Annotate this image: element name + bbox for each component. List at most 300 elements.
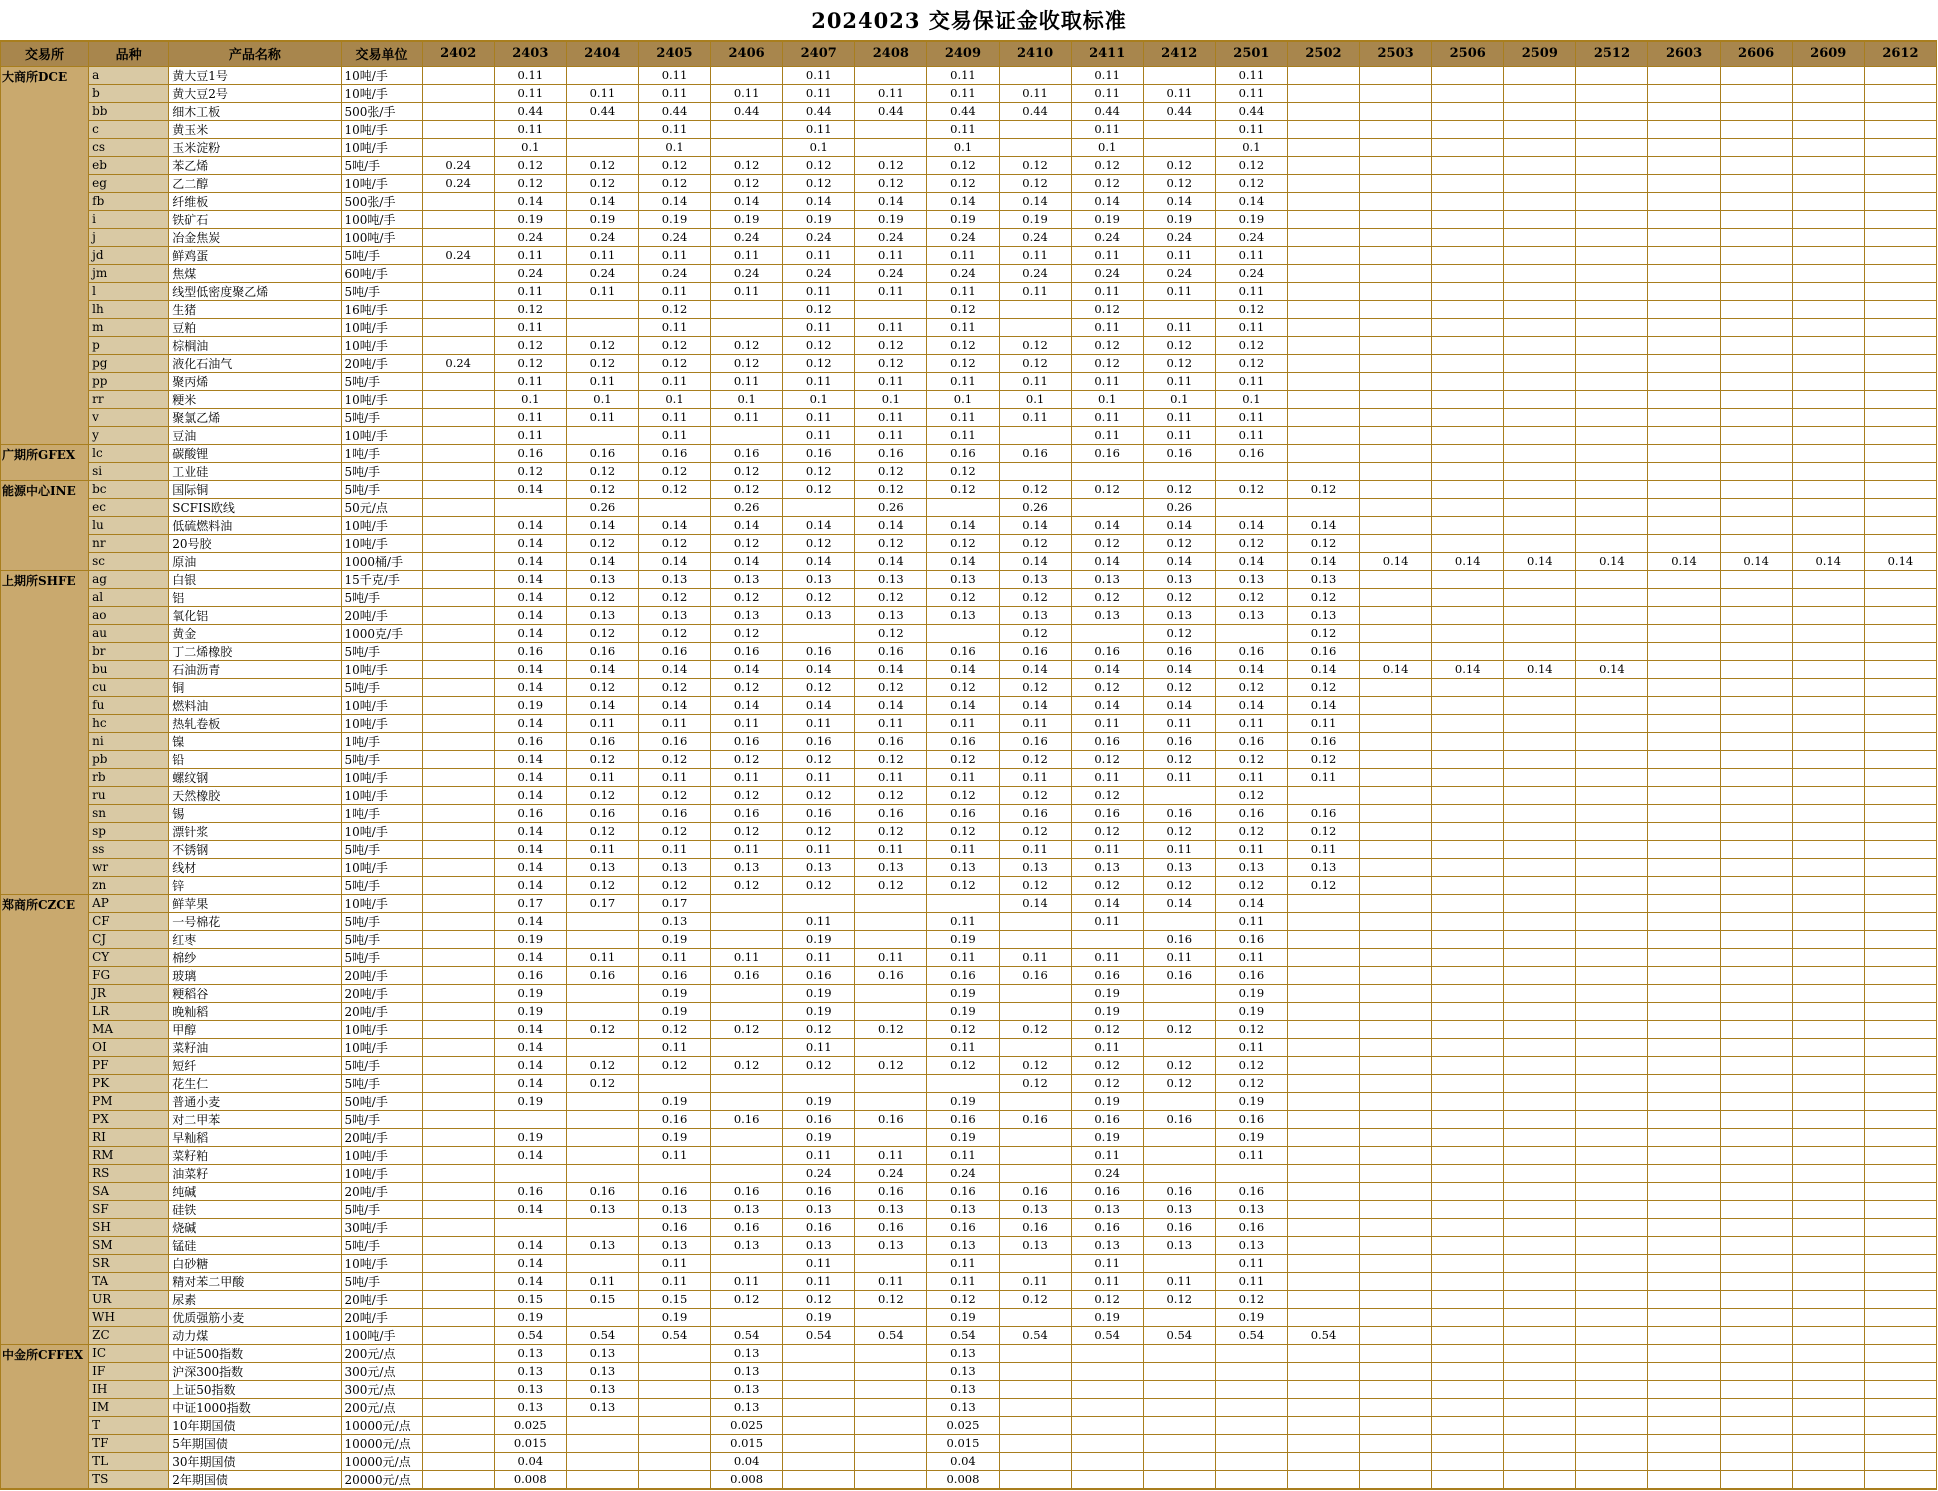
- exchange-group-label: 上期所SHFE: [1, 570, 89, 894]
- margin-value-cell: 0.12: [999, 876, 1071, 894]
- margin-empty-cell: [1864, 372, 1936, 390]
- margin-value-cell: 0.16: [711, 1182, 783, 1200]
- margin-empty-cell: [999, 1146, 1071, 1164]
- margin-value-cell: 0.12: [1287, 534, 1359, 552]
- margin-value-cell: 0.11: [855, 372, 927, 390]
- margin-value-cell: 0.19: [1215, 210, 1287, 228]
- margin-value-cell: 0.1: [494, 138, 566, 156]
- margin-empty-cell: [1432, 1398, 1504, 1416]
- margin-empty-cell: [422, 606, 494, 624]
- margin-empty-cell: [566, 1128, 638, 1146]
- margin-value-cell: 0.12: [783, 822, 855, 840]
- margin-empty-cell: [1792, 1452, 1864, 1470]
- product-name: 甲醇: [169, 1020, 341, 1038]
- margin-empty-cell: [1864, 1236, 1936, 1254]
- margin-value-cell: 0.19: [1071, 1092, 1143, 1110]
- margin-value-cell: 0.14: [1215, 894, 1287, 912]
- margin-empty-cell: [422, 1056, 494, 1074]
- margin-value-cell: 0.19: [783, 1002, 855, 1020]
- margin-empty-cell: [1360, 1326, 1432, 1344]
- margin-value-cell: 0.19: [494, 1128, 566, 1146]
- variety-code: lh: [89, 300, 169, 318]
- margin-empty-cell: [1648, 300, 1720, 318]
- margin-empty-cell: [855, 1470, 927, 1489]
- margin-value-cell: 0.11: [638, 840, 710, 858]
- margin-value-cell: 0.12: [783, 786, 855, 804]
- margin-value-cell: 0.14: [927, 696, 999, 714]
- margin-empty-cell: [783, 1416, 855, 1434]
- month-column-header: 2612: [1864, 41, 1936, 66]
- margin-empty-cell: [1792, 822, 1864, 840]
- variety-code: IF: [89, 1362, 169, 1380]
- margin-empty-cell: [1648, 246, 1720, 264]
- margin-empty-cell: [999, 318, 1071, 336]
- margin-empty-cell: [1504, 1398, 1576, 1416]
- margin-empty-cell: [1143, 1146, 1215, 1164]
- margin-empty-cell: [422, 948, 494, 966]
- product-name: 棉纱: [169, 948, 341, 966]
- margin-value-cell: 0.13: [638, 1200, 710, 1218]
- margin-empty-cell: [1504, 102, 1576, 120]
- margin-value-cell: 0.12: [494, 354, 566, 372]
- margin-empty-cell: [1792, 948, 1864, 966]
- margin-empty-cell: [711, 120, 783, 138]
- trading-unit: 10吨/手: [341, 534, 422, 552]
- margin-value-cell: 0.13: [711, 1344, 783, 1362]
- margin-empty-cell: [1504, 1020, 1576, 1038]
- month-column-header: 2410: [999, 41, 1071, 66]
- margin-value-cell: 0.12: [927, 156, 999, 174]
- margin-value-cell: 0.14: [927, 660, 999, 678]
- margin-value-cell: 0.12: [711, 534, 783, 552]
- margin-empty-cell: [1720, 696, 1792, 714]
- margin-value-cell: 0.12: [999, 174, 1071, 192]
- margin-value-cell: 0.008: [711, 1470, 783, 1489]
- margin-value-cell: 0.11: [566, 768, 638, 786]
- table-row: [1, 1380, 1937, 1398]
- product-name: 工业硅: [169, 462, 341, 480]
- margin-empty-cell: [1864, 102, 1936, 120]
- margin-empty-cell: [422, 1110, 494, 1128]
- margin-empty-cell: [1720, 228, 1792, 246]
- margin-value-cell: 0.12: [638, 336, 710, 354]
- margin-empty-cell: [1360, 354, 1432, 372]
- margin-value-cell: 0.11: [638, 948, 710, 966]
- product-column-header: 产品名称: [169, 41, 341, 66]
- margin-empty-cell: [1792, 1416, 1864, 1434]
- margin-value-cell: 0.15: [638, 1290, 710, 1308]
- margin-value-cell: 0.14: [711, 516, 783, 534]
- variety-code: FG: [89, 966, 169, 984]
- margin-value-cell: 0.44: [1071, 102, 1143, 120]
- margin-empty-cell: [1432, 1272, 1504, 1290]
- margin-empty-cell: [1792, 1470, 1864, 1489]
- margin-empty-cell: [566, 1218, 638, 1236]
- margin-empty-cell: [1504, 1092, 1576, 1110]
- margin-empty-cell: [422, 642, 494, 660]
- margin-empty-cell: [422, 588, 494, 606]
- margin-empty-cell: [1864, 462, 1936, 480]
- margin-empty-cell: [1360, 210, 1432, 228]
- margin-value-cell: 0.24: [855, 228, 927, 246]
- margin-empty-cell: [422, 570, 494, 588]
- margin-empty-cell: [1792, 300, 1864, 318]
- margin-empty-cell: [1576, 768, 1648, 786]
- margin-value-cell: 0.16: [783, 1182, 855, 1200]
- margin-empty-cell: [1792, 210, 1864, 228]
- margin-empty-cell: [1576, 1182, 1648, 1200]
- margin-value-cell: 0.16: [566, 804, 638, 822]
- margin-empty-cell: [1143, 138, 1215, 156]
- margin-value-cell: 0.11: [711, 1272, 783, 1290]
- trading-unit: 100吨/手: [341, 210, 422, 228]
- margin-value-cell: 0.14: [1071, 696, 1143, 714]
- margin-value-cell: 0.11: [927, 1254, 999, 1272]
- table-row: [1, 498, 1937, 516]
- margin-value-cell: 0.12: [1071, 300, 1143, 318]
- margin-empty-cell: [1432, 1380, 1504, 1398]
- trading-unit: 5吨/手: [341, 840, 422, 858]
- margin-value-cell: 0.11: [1215, 768, 1287, 786]
- margin-value-cell: 0.14: [999, 516, 1071, 534]
- margin-value-cell: 0.11: [999, 714, 1071, 732]
- margin-empty-cell: [1792, 1200, 1864, 1218]
- margin-value-cell: 0.16: [1143, 930, 1215, 948]
- margin-empty-cell: [1143, 66, 1215, 84]
- margin-empty-cell: [1504, 1074, 1576, 1092]
- margin-empty-cell: [1360, 102, 1432, 120]
- margin-value-cell: 0.13: [783, 606, 855, 624]
- margin-empty-cell: [1576, 1326, 1648, 1344]
- margin-empty-cell: [1720, 1380, 1792, 1398]
- margin-value-cell: 0.11: [999, 282, 1071, 300]
- margin-empty-cell: [1648, 210, 1720, 228]
- margin-value-cell: 0.19: [783, 1128, 855, 1146]
- margin-empty-cell: [1576, 984, 1648, 1002]
- margin-value-cell: 0.14: [494, 1236, 566, 1254]
- margin-empty-cell: [638, 1398, 710, 1416]
- margin-value-cell: 0.13: [638, 1236, 710, 1254]
- margin-empty-cell: [1792, 534, 1864, 552]
- margin-empty-cell: [927, 498, 999, 516]
- margin-empty-cell: [1648, 1272, 1720, 1290]
- product-name: 早籼稻: [169, 1128, 341, 1146]
- margin-empty-cell: [1864, 1254, 1936, 1272]
- margin-value-cell: 0.13: [566, 1398, 638, 1416]
- margin-empty-cell: [711, 984, 783, 1002]
- margin-value-cell: 0.12: [999, 354, 1071, 372]
- margin-empty-cell: [566, 1308, 638, 1326]
- margin-empty-cell: [566, 120, 638, 138]
- margin-empty-cell: [1648, 1002, 1720, 1020]
- table-row: [1, 1290, 1937, 1308]
- margin-empty-cell: [999, 1416, 1071, 1434]
- margin-empty-cell: [1360, 1200, 1432, 1218]
- product-name: 中证500指数: [169, 1344, 341, 1362]
- margin-empty-cell: [999, 300, 1071, 318]
- margin-empty-cell: [855, 1380, 927, 1398]
- month-column-header: 2503: [1360, 41, 1432, 66]
- margin-empty-cell: [1648, 534, 1720, 552]
- margin-empty-cell: [1720, 1398, 1792, 1416]
- variety-code: bb: [89, 102, 169, 120]
- margin-empty-cell: [1287, 1236, 1359, 1254]
- margin-empty-cell: [999, 1308, 1071, 1326]
- margin-empty-cell: [1287, 1452, 1359, 1470]
- margin-value-cell: 0.13: [1215, 570, 1287, 588]
- margin-value-cell: 0.16: [783, 1110, 855, 1128]
- margin-value-cell: 0.16: [927, 1182, 999, 1200]
- margin-value-cell: 0.19: [711, 210, 783, 228]
- margin-empty-cell: [1648, 822, 1720, 840]
- margin-empty-cell: [1432, 1308, 1504, 1326]
- margin-value-cell: 0.1: [783, 390, 855, 408]
- margin-empty-cell: [1648, 912, 1720, 930]
- margin-empty-cell: [1864, 174, 1936, 192]
- margin-empty-cell: [1504, 390, 1576, 408]
- margin-empty-cell: [1287, 354, 1359, 372]
- margin-value-cell: 0.14: [1143, 516, 1215, 534]
- margin-empty-cell: [1792, 714, 1864, 732]
- margin-value-cell: 0.11: [566, 714, 638, 732]
- margin-empty-cell: [1360, 1038, 1432, 1056]
- margin-empty-cell: [1648, 228, 1720, 246]
- margin-empty-cell: [1720, 498, 1792, 516]
- margin-empty-cell: [1215, 1452, 1287, 1470]
- product-name: 细木工板: [169, 102, 341, 120]
- margin-empty-cell: [1287, 138, 1359, 156]
- margin-value-cell: 0.12: [927, 462, 999, 480]
- margin-value-cell: 0.12: [638, 174, 710, 192]
- margin-empty-cell: [1720, 1236, 1792, 1254]
- table-row: [1, 678, 1937, 696]
- margin-empty-cell: [1576, 66, 1648, 84]
- margin-value-cell: 0.16: [999, 1218, 1071, 1236]
- margin-empty-cell: [1504, 498, 1576, 516]
- margin-empty-cell: [1864, 1308, 1936, 1326]
- product-name: 20号胶: [169, 534, 341, 552]
- margin-empty-cell: [1576, 84, 1648, 102]
- margin-value-cell: 0.12: [638, 822, 710, 840]
- margin-empty-cell: [1143, 1344, 1215, 1362]
- margin-empty-cell: [1432, 912, 1504, 930]
- margin-value-cell: 0.14: [494, 678, 566, 696]
- margin-empty-cell: [1792, 1398, 1864, 1416]
- margin-value-cell: 0.11: [855, 318, 927, 336]
- margin-empty-cell: [1432, 1002, 1504, 1020]
- trading-unit: 10吨/手: [341, 120, 422, 138]
- margin-value-cell: 0.12: [999, 786, 1071, 804]
- margin-value-cell: 0.11: [855, 840, 927, 858]
- trading-unit: 10吨/手: [341, 1146, 422, 1164]
- table-row: [1, 228, 1937, 246]
- margin-empty-cell: [1576, 1398, 1648, 1416]
- variety-code: pp: [89, 372, 169, 390]
- margin-empty-cell: [1432, 840, 1504, 858]
- margin-empty-cell: [1720, 786, 1792, 804]
- margin-value-cell: 0.13: [927, 1380, 999, 1398]
- variety-code: SF: [89, 1200, 169, 1218]
- margin-empty-cell: [1432, 750, 1504, 768]
- margin-value-cell: 0.16: [566, 732, 638, 750]
- margin-empty-cell: [1864, 444, 1936, 462]
- margin-empty-cell: [422, 228, 494, 246]
- margin-empty-cell: [1360, 786, 1432, 804]
- margin-empty-cell: [1504, 1038, 1576, 1056]
- margin-value-cell: 0.16: [1143, 444, 1215, 462]
- margin-value-cell: 0.19: [1215, 1002, 1287, 1020]
- margin-value-cell: 0.54: [1287, 1326, 1359, 1344]
- table-row: [1, 912, 1937, 930]
- margin-value-cell: 0.12: [855, 624, 927, 642]
- margin-value-cell: 0.12: [999, 624, 1071, 642]
- trading-unit: 1吨/手: [341, 804, 422, 822]
- margin-value-cell: 0.13: [711, 858, 783, 876]
- margin-empty-cell: [422, 714, 494, 732]
- margin-value-cell: 0.14: [1215, 552, 1287, 570]
- variety-code: WH: [89, 1308, 169, 1326]
- margin-empty-cell: [422, 984, 494, 1002]
- table-row: [1, 282, 1937, 300]
- margin-empty-cell: [1792, 588, 1864, 606]
- margin-empty-cell: [1792, 750, 1864, 768]
- margin-value-cell: 0.11: [494, 66, 566, 84]
- margin-value-cell: 0.13: [855, 606, 927, 624]
- margin-value-cell: 0.19: [494, 696, 566, 714]
- margin-empty-cell: [1864, 840, 1936, 858]
- margin-value-cell: 0.11: [1215, 1038, 1287, 1056]
- product-name: 锡: [169, 804, 341, 822]
- margin-empty-cell: [1287, 120, 1359, 138]
- margin-value-cell: 0.24: [999, 228, 1071, 246]
- margin-empty-cell: [1792, 1290, 1864, 1308]
- margin-value-cell: 0.24: [1215, 228, 1287, 246]
- margin-value-cell: 0.19: [927, 984, 999, 1002]
- margin-value-cell: 0.04: [494, 1452, 566, 1470]
- margin-value-cell: 0.19: [999, 210, 1071, 228]
- margin-empty-cell: [1360, 1074, 1432, 1092]
- margin-empty-cell: [1864, 1398, 1936, 1416]
- margin-empty-cell: [422, 210, 494, 228]
- table-row: [1, 264, 1937, 282]
- margin-value-cell: 0.12: [711, 336, 783, 354]
- margin-value-cell: 0.12: [638, 300, 710, 318]
- margin-empty-cell: [1360, 1236, 1432, 1254]
- margin-value-cell: 0.13: [566, 1362, 638, 1380]
- margin-empty-cell: [1432, 606, 1504, 624]
- margin-empty-cell: [1504, 372, 1576, 390]
- margin-empty-cell: [422, 1200, 494, 1218]
- margin-empty-cell: [855, 894, 927, 912]
- margin-value-cell: 0.11: [1287, 768, 1359, 786]
- margin-empty-cell: [1432, 1146, 1504, 1164]
- margin-empty-cell: [1576, 336, 1648, 354]
- trading-unit: 5吨/手: [341, 642, 422, 660]
- margin-value-cell: 0.14: [783, 660, 855, 678]
- margin-empty-cell: [711, 1254, 783, 1272]
- margin-value-cell: 0.14: [638, 192, 710, 210]
- margin-empty-cell: [1576, 1254, 1648, 1272]
- margin-empty-cell: [1576, 444, 1648, 462]
- margin-value-cell: 0.12: [1071, 336, 1143, 354]
- margin-value-cell: 0.16: [494, 732, 566, 750]
- margin-value-cell: 0.12: [999, 1074, 1071, 1092]
- margin-empty-cell: [783, 1398, 855, 1416]
- margin-empty-cell: [1432, 1254, 1504, 1272]
- margin-empty-cell: [1648, 192, 1720, 210]
- margin-empty-cell: [1432, 228, 1504, 246]
- margin-empty-cell: [566, 984, 638, 1002]
- margin-empty-cell: [422, 1164, 494, 1182]
- margin-empty-cell: [422, 66, 494, 84]
- margin-empty-cell: [1287, 1434, 1359, 1452]
- margin-empty-cell: [1648, 264, 1720, 282]
- margin-empty-cell: [1287, 102, 1359, 120]
- margin-value-cell: 0.13: [638, 606, 710, 624]
- margin-value-cell: 0.19: [638, 1092, 710, 1110]
- margin-empty-cell: [711, 1002, 783, 1020]
- margin-value-cell: 0.16: [711, 732, 783, 750]
- margin-empty-cell: [1287, 1128, 1359, 1146]
- trading-unit: 1吨/手: [341, 732, 422, 750]
- page-title: 2024023 交易保证金收取标准: [811, 8, 1127, 33]
- margin-empty-cell: [1864, 732, 1936, 750]
- margin-value-cell: 0.11: [1143, 246, 1215, 264]
- margin-value-cell: 0.025: [711, 1416, 783, 1434]
- margin-empty-cell: [1432, 318, 1504, 336]
- margin-empty-cell: [1792, 678, 1864, 696]
- variety-code: m: [89, 318, 169, 336]
- margin-value-cell: 0.19: [1071, 1002, 1143, 1020]
- variety-code: jm: [89, 264, 169, 282]
- margin-empty-cell: [1576, 1074, 1648, 1092]
- margin-value-cell: 0.12: [1287, 678, 1359, 696]
- variety-code: T: [89, 1416, 169, 1434]
- margin-value-cell: 0.54: [1215, 1326, 1287, 1344]
- margin-value-cell: 0.11: [638, 282, 710, 300]
- margin-value-cell: 0.11: [1071, 948, 1143, 966]
- margin-empty-cell: [1792, 786, 1864, 804]
- margin-empty-cell: [1648, 1380, 1720, 1398]
- margin-empty-cell: [422, 804, 494, 822]
- variety-code: LR: [89, 1002, 169, 1020]
- margin-value-cell: 0.14: [494, 1254, 566, 1272]
- margin-value-cell: 0.14: [783, 552, 855, 570]
- margin-value-cell: 0.12: [638, 534, 710, 552]
- margin-value-cell: 0.16: [927, 732, 999, 750]
- margin-empty-cell: [1432, 480, 1504, 498]
- margin-empty-cell: [638, 498, 710, 516]
- margin-empty-cell: [566, 912, 638, 930]
- margin-value-cell: 0.12: [927, 1290, 999, 1308]
- margin-empty-cell: [855, 66, 927, 84]
- variety-code: IH: [89, 1380, 169, 1398]
- product-name: 铅: [169, 750, 341, 768]
- margin-empty-cell: [1648, 1344, 1720, 1362]
- product-name: 2年期国债: [169, 1470, 341, 1489]
- trading-unit: 20吨/手: [341, 1182, 422, 1200]
- margin-empty-cell: [1792, 768, 1864, 786]
- margin-value-cell: 0.19: [638, 930, 710, 948]
- margin-value-cell: 0.14: [1432, 552, 1504, 570]
- margin-empty-cell: [1432, 1056, 1504, 1074]
- margin-empty-cell: [1720, 678, 1792, 696]
- margin-value-cell: 0.11: [1071, 1254, 1143, 1272]
- margin-empty-cell: [1360, 1146, 1432, 1164]
- margin-empty-cell: [1864, 480, 1936, 498]
- variety-code: PM: [89, 1092, 169, 1110]
- variety-code: SA: [89, 1182, 169, 1200]
